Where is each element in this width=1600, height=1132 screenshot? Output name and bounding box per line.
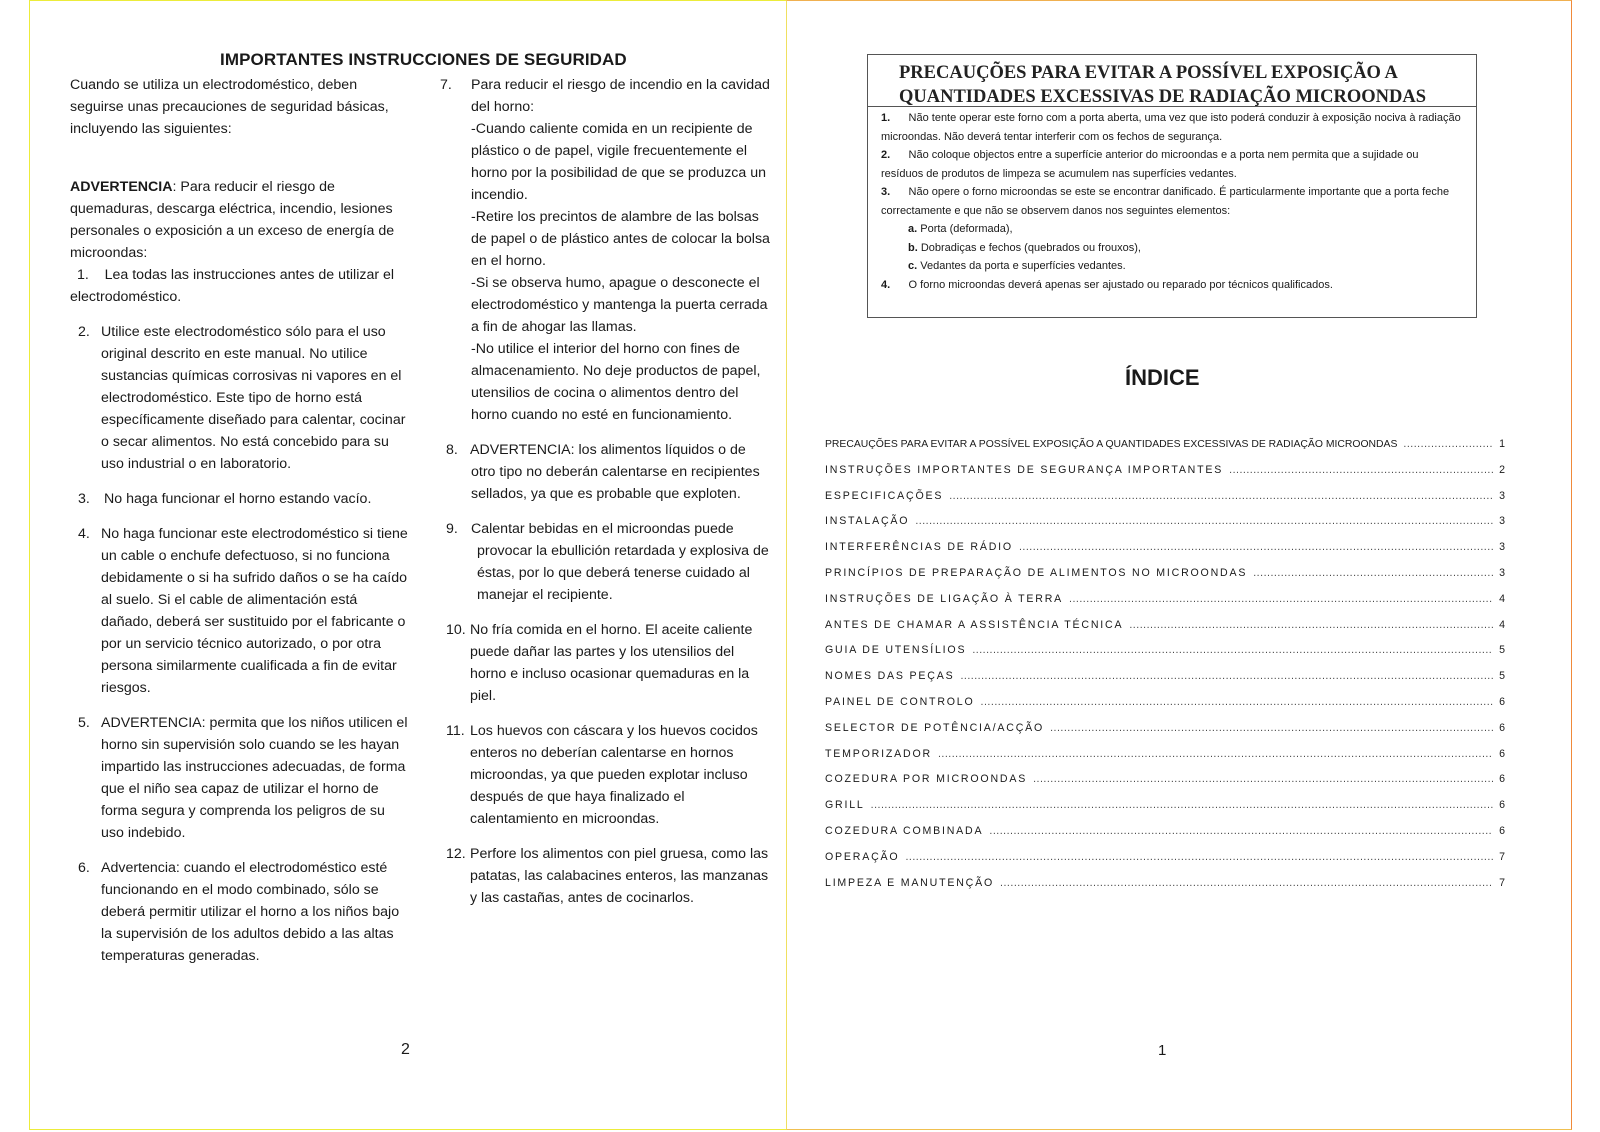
toc-entry[interactable]: INTERFERÊNCIAS DE RÁDIO ..... 3 [825, 541, 1505, 567]
divider [868, 106, 1476, 107]
left-column [70, 74, 410, 967]
page-number: 1 [1158, 1042, 1167, 1059]
table-of-contents [825, 438, 1505, 902]
list-item: 5. ADVERTENCIA: permita que los niños utilicen el horno sin supervisión solo cuando se les hayan impartido las instrucciones adecuadas, de forma que el niño sea capaz de utilizar el horno de forma segura y comprenda los peligros de su uso indebido. [78, 715, 408, 841]
toc-entry[interactable]: INSTRUÇÕES IMPORTANTES DE SEGURANÇA IMPORTANTES ..... 2 [825, 464, 1505, 490]
toc-entry[interactable]: LIMPEZA E MANUTENÇÃO ..... 7 [825, 877, 1505, 903]
toc-entry[interactable]: GUIA DE UTENSÍLIOS ..... 5 [825, 644, 1505, 670]
list-item: c. Vedantes da porta e superfícies vedantes. [908, 260, 1126, 272]
list-item: 1. Não tente operar este forno com a porta aberta, uma vez que isto poderá conduzir à exposição nociva à radiação microondas. Não deverá tentar interferir com os fechos de segurança. [881, 112, 1461, 143]
precautions-title: PRECAUÇÕES PARA EVITAR A POSSÍVEL EXPOSIÇÃO A QUANTIDADES EXCESSIVAS DE RADIAÇÃO MICROONDAS [899, 63, 1426, 107]
toc-entry[interactable]: SELECTOR DE POTÊNCIA/ACÇÃO ..... 6 [825, 722, 1505, 748]
toc-entry[interactable]: TEMPORIZADOR ..... 6 [825, 748, 1505, 774]
toc-entry[interactable]: COZEDURA COMBINADA ..... 6 [825, 825, 1505, 851]
safety-title: IMPORTANTES INSTRUCCIONES DE SEGURIDAD [220, 50, 627, 69]
warning-label: ADVERTENCIA [70, 179, 173, 195]
right-column [440, 74, 770, 909]
toc-entry[interactable]: ANTES DE CHAMAR A ASSISTÊNCIA TÉCNICA ..... 4 [825, 619, 1505, 645]
list-item: 12. Perfore los alimentos con piel gruesa, como las patatas, las calabacines enteros, las manzanas y las castañas, antes de cocinarlos. [446, 846, 769, 906]
precautions-list [881, 109, 1461, 294]
right-page [786, 0, 1572, 1130]
list-item: a. Porta (deformada), [908, 223, 1013, 235]
list-item: 2. Não coloque objectos entre a superfície anterior do microondas e a porta nem permita que a sujidade ou resíduos de produtos de limpeza se acumulem nas superfícies vedantes. [881, 149, 1419, 180]
left-page [29, 0, 786, 1130]
list-item: 9. Calentar bebidas en el microondas puede provocar la ebullición retardada y explosiva de éstas, por lo que deberá tenerse cuidado al manejar el recipiente. [446, 521, 769, 603]
list-item: 2. Utilice este electrodoméstico sólo para el uso original descrito en este manual. No utilice sustancias químicas corrosivas ni vapores en el electrodoméstico. Este tipo de horno está específicamente diseñado para calentar, cocinar o secar alimentos. No está concebido para su uso industrial o en laboratorio. [78, 324, 406, 472]
list-item: 11. Los huevos con cáscara y los huevos cocidos enteros no deberían calentarse en hornos microondas, ya que pueden explotar incluso después de que haya finalizado el calentamiento en microondas. [446, 723, 758, 827]
toc-entry[interactable]: INSTALAÇÃO ..... 3 [825, 515, 1505, 541]
page-number: 2 [401, 1041, 410, 1058]
toc-entry[interactable]: COZEDURA POR MICROONDAS ..... 6 [825, 773, 1505, 799]
list-item: 3. Não opere o forno microondas se este se encontrar danificado. É particularmente importante que a porta feche correctamente e que não se observem danos nos seguintes elementos: [881, 186, 1450, 217]
list-item: 4. O forno microondas deverá apenas ser ajustado ou reparado por técnicos qualificados. [881, 278, 1333, 291]
toc-entry[interactable]: GRILL ..... 6 [825, 799, 1505, 825]
toc-entry[interactable]: PRINCÍPIOS DE PREPARAÇÃO DE ALIMENTOS NO MICROONDAS ..... 3 [825, 567, 1505, 593]
toc-entry[interactable]: ESPECIFICAÇÕES ..... 3 [825, 490, 1505, 516]
list-item: 1. Lea todas las instrucciones antes de utilizar el electrodoméstico. [70, 267, 395, 305]
list-item: 3. No haga funcionar el horno estando vacío. [78, 491, 372, 507]
warning-text: : Para reducir el riesgo de quemaduras, descarga eléctrica, incendio, lesiones personales o exposición a un exceso de energía de microondas: [70, 179, 395, 261]
toc-entry[interactable]: OPERAÇÃO ..... 7 [825, 851, 1505, 877]
list-item: 6. Advertencia: cuando el electrodoméstico esté funcionando en el modo combinado, sólo se deberá permitir utilizar el horno a los niños bajo la supervisión de los adultos debido a las altas temperaturas generadas. [78, 860, 400, 964]
toc-entry[interactable]: NOMES DAS PEÇAS ..... 5 [825, 670, 1505, 696]
list-item: 4. No haga funcionar este electrodoméstico si tiene un cable o enchufe defectuoso, si no funciona debidamente o si ha sufrido daños o se ha caído al suelo. Si el cable de alimentación está dañado, deberá ser sustituido por el fabricante o por un servicio técnico autorizado, o por otra persona similarmente cualificada a fin de evitar riesgos. [78, 526, 408, 696]
warning-paragraph [70, 176, 410, 264]
list-item: 10. No fría comida en el horno. El aceite caliente puede dañar las partes y los utensilios del horno e incluso ocasionar quemaduras en la piel. [446, 622, 753, 704]
toc-entry[interactable]: INSTRUÇÕES DE LIGAÇÃO À TERRA ..... 4 [825, 593, 1505, 619]
list-item: 8. ADVERTENCIA: los alimentos líquidos o de otro tipo no deberán calentarse en recipientes sellados, ya que es probable que exploten. [446, 442, 760, 502]
index-title: ÍNDICE [1125, 365, 1200, 390]
intro-text: Cuando se utiliza un electrodoméstico, deben seguirse unas precauciones de seguridad básicas, incluyendo las siguientes: [70, 77, 389, 137]
precautions-box [867, 54, 1477, 318]
toc-entry[interactable]: PRECAUÇÕES PARA EVITAR A POSSÍVEL EXPOSIÇÃO A QUANTIDADES EXCESSIVAS DE RADIAÇÃO MICROONDAS ..... 1 [825, 438, 1505, 464]
list-item: 7. Para reducir el riesgo de incendio en la cavidad del horno: -Cuando caliente comida en un recipiente de plástico o de papel, vigile frecuentemente el horno por la posibilidad de que se produzca un incendio. -Retire los precintos de alambre de las bolsas de papel o de plástico antes de colocar la bolsa en el horno. -Si se observa humo, apague o desconecte el electrodoméstico y mantenga la puerta cerrada a fin de ahogar las llamas. -No utilice el interior del horno con fines de almacenamiento. No deje productos de papel, utensilios de cocina o alimentos dentro del horno cuando no esté en funcionamiento. [440, 77, 770, 423]
toc-entry[interactable]: PAINEL DE CONTROLO ..... 6 [825, 696, 1505, 722]
list-item: b. Dobradiças e fechos (quebrados ou frouxos), [908, 241, 1141, 254]
